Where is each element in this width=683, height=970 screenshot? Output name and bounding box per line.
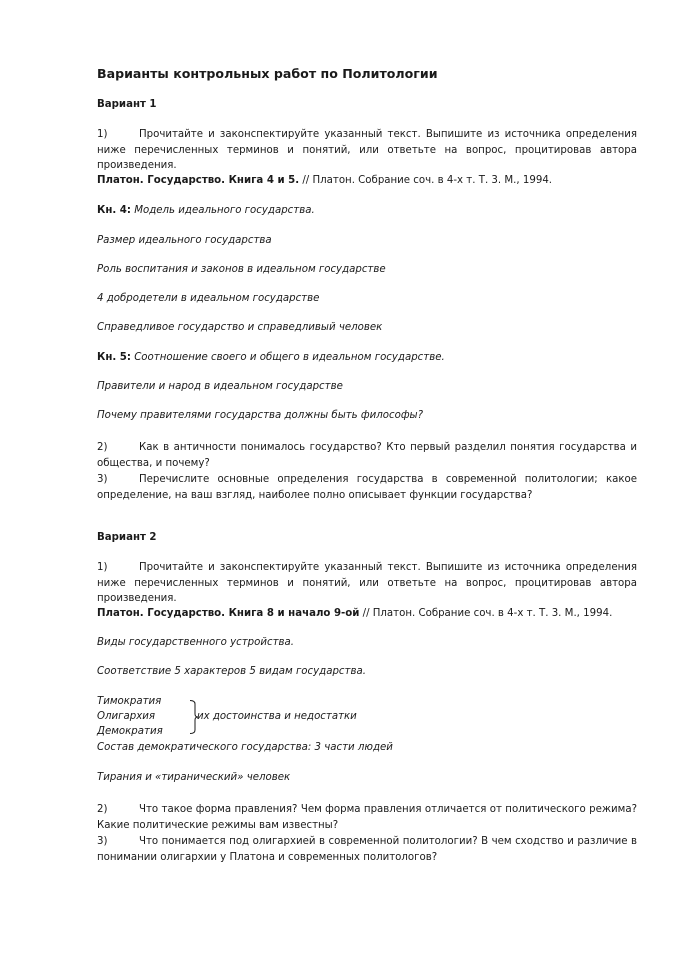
variant2-question3	[97, 834, 637, 865]
variant1-book4-item: Роль воспитания и законов в идеальном государстве	[97, 264, 386, 275]
variant2-item: Состав демократического государства: 3 части людей	[97, 742, 393, 753]
variant1-question2-text: Как в античности понималось государство? Кто первый разделил понятия государства и общества, и почему?	[97, 442, 637, 469]
variant1-book5-text: Соотношение своего и общего в идеальном государстве.	[130, 352, 445, 363]
variant2-item: Соответствие 5 характеров 5 видам государства.	[97, 666, 366, 677]
variant1-book4-text: Модель идеального государства.	[130, 205, 315, 216]
variant2-heading: Вариант 2	[97, 532, 157, 543]
variant2-question2	[97, 802, 637, 833]
variant1-book5-item: Правители и народ в идеальном государстве	[97, 381, 343, 392]
variant1-question2	[97, 440, 637, 471]
variant1-question1-number: 1)	[97, 129, 108, 140]
variant1-question1-text: Прочитайте и законспектируйте указанный текст. Выпишите из источника определения ниже перечисленных терминов и понятий, или ответьте на вопрос, процитировав автора произведения.	[97, 129, 637, 171]
variant2-form-timocracy: Тимократия	[97, 696, 162, 707]
variant2-item: Тирания и «тиранический» человек	[97, 772, 291, 783]
variant1-heading: Вариант 1	[97, 99, 157, 110]
variant2-question1	[97, 560, 637, 607]
variant2-source-title: Платон. Государство. Книга 8 и начало 9-ой	[97, 608, 360, 619]
variant1-source	[97, 176, 552, 186]
variant1-question3-text: Перечислите основные определения государства в современной политологии; какое определение, на ваш взгляд, наиболее полно описывает функции государства?	[97, 474, 637, 501]
variant1-question3-number: 3)	[97, 474, 108, 485]
variant2-question2-text: Что такое форма правления? Чем форма правления отличается от политического режима? Какие политические режимы вам известны?	[97, 804, 637, 831]
variant1-question3	[97, 472, 637, 503]
variant1-book4	[97, 206, 315, 216]
variant1-source-title: Платон. Государство. Книга 4 и 5.	[97, 175, 300, 186]
variant1-book4-label: Кн. 4:	[97, 205, 131, 216]
variant2-question1-text: Прочитайте и законспектируйте указанный текст. Выпишите из источника определения ниже перечисленных терминов и понятий, или ответьте на вопрос, процитировав автора произведения.	[97, 562, 637, 604]
variant2-forms-note: их достоинства и недостатки	[197, 711, 357, 722]
variant2-question1-number: 1)	[97, 562, 108, 573]
variant2-question2-number: 2)	[97, 804, 108, 815]
variant2-question3-number: 3)	[97, 836, 108, 847]
document-title: Варианты контрольных работ по Политологии	[97, 66, 438, 81]
variant2-item: Виды государственного устройства.	[97, 637, 294, 648]
variant2-source-citation: // Платон. Собрание соч. в 4-х т. Т. 3. М., 1994.	[359, 608, 613, 619]
variant2-form-democracy: Демократия	[97, 726, 163, 737]
variant1-book5	[97, 353, 445, 363]
variant2-source	[97, 609, 612, 619]
variant1-book4-item: Справедливое государство и справедливый человек	[97, 322, 383, 333]
variant1-question1	[97, 127, 637, 174]
variant1-book5-item: Почему правителями государства должны быть философы?	[97, 410, 423, 421]
variant1-source-citation: // Платон. Собрание соч. в 4-х т. Т. 3. М., 1994.	[299, 175, 553, 186]
variant2-question3-text: Что понимается под олигархией в современной политологии? В чем сходство и различие в понимании олигархии у Платона и современных политологов?	[97, 836, 637, 863]
variant1-book4-item: Размер идеального государства	[97, 235, 272, 246]
variant2-form-oligarchy: Олигархия	[97, 711, 155, 722]
variant1-question2-number: 2)	[97, 442, 108, 453]
variant1-book5-label: Кн. 5:	[97, 352, 131, 363]
variant1-book4-item: 4 добродетели в идеальном государстве	[97, 293, 320, 304]
